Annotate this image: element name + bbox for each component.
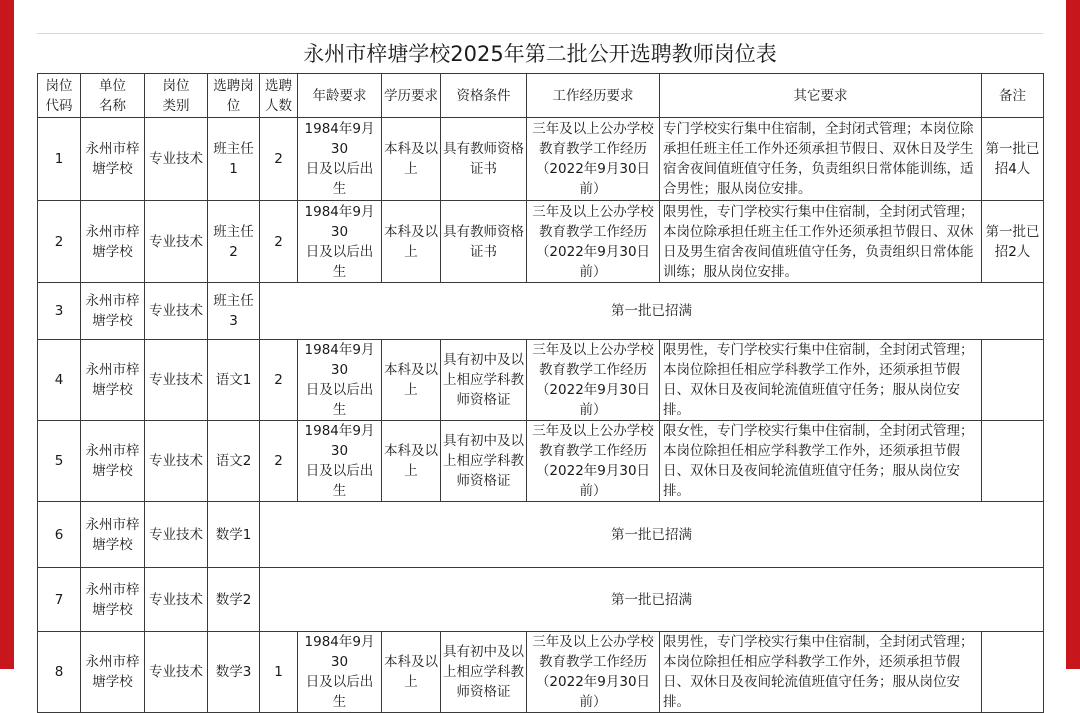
cell-unit: 永州市梓 塘学校 [81,568,145,632]
cell-unit: 永州市梓 塘学校 [81,201,145,283]
cell-unit: 永州市梓 塘学校 [81,421,145,502]
cell-experience: 三年及以上公办学校 教育教学工作经历 （2022年9月30日 前） [527,201,660,283]
header-post: 选聘岗 位 [208,74,260,118]
cell-category: 专业技术 [145,632,208,713]
header-experience: 工作经历要求 [527,74,660,118]
cell-count: 2 [260,201,298,283]
cell-experience: 三年及以上公办学校 教育教学工作经历 （2022年9月30日 前） [527,421,660,502]
cell-education: 本科及以 上 [382,201,441,283]
cell-count: 2 [260,340,298,421]
header-count: 选聘 人数 [260,74,298,118]
cell-experience: 三年及以上公办学校 教育教学工作经历 （2022年9月30日 前） [527,118,660,201]
cell-category: 专业技术 [145,283,208,340]
header-age: 年龄要求 [298,74,382,118]
cell-other: 限男性，专门学校实行集中住宿制，全封闭式管理；本岗位除承担任班主任工作外还须承担节假日、双休日及男生宿舍夜间值班值守任务，负责组织日常体能训练；服从岗位安排。 [660,201,982,283]
positions-table [37,73,1044,713]
cell-post: 数学2 [208,568,260,632]
cell-unit: 永州市梓 塘学校 [81,118,145,201]
table-row [38,421,1044,502]
table-header-row [38,74,1044,118]
header-code: 岗位 代码 [38,74,81,118]
cell-merged-status: 第一批已招满 [260,502,1044,568]
cell-qualification: 具有教师资格 证书 [441,201,527,283]
cell-code: 4 [38,340,81,421]
cell-education: 本科及以 上 [382,340,441,421]
cell-category: 专业技术 [145,201,208,283]
cell-age: 1984年9月30 日及以后出生 [298,632,382,713]
right-red-border [1066,0,1080,669]
cell-other: 限男性，专门学校实行集中住宿制，全封闭式管理；本岗位除担任相应学科教学工作外，还须承担节假日、双休日及夜间轮流值班值守任务；服从岗位安排。 [660,632,982,713]
left-red-border [0,0,14,669]
cell-code: 7 [38,568,81,632]
cell-code: 5 [38,421,81,502]
cell-unit: 永州市梓 塘学校 [81,502,145,568]
cell-education: 本科及以 上 [382,118,441,201]
table-row [38,568,1044,632]
cell-category: 专业技术 [145,340,208,421]
cell-merged-status: 第一批已招满 [260,568,1044,632]
cell-remark [982,632,1044,713]
cell-education: 本科及以 上 [382,421,441,502]
header-education: 学历要求 [382,74,441,118]
cell-code: 3 [38,283,81,340]
cell-other: 限男性，专门学校实行集中住宿制，全封闭式管理；本岗位除担任相应学科教学工作外，还须承担节假日、双休日及夜间轮流值班值守任务；服从岗位安排。 [660,340,982,421]
header-unit: 单位 名称 [81,74,145,118]
cell-post: 班主任3 [208,283,260,340]
cell-other: 限女性，专门学校实行集中住宿制，全封闭式管理；本岗位除担任相应学科教学工作外，还须承担节假日、双休日及夜间轮流值班值守任务；服从岗位安排。 [660,421,982,502]
cell-merged-status: 第一批已招满 [260,283,1044,340]
table-row [38,118,1044,201]
cell-qualification: 具有初中及以 上相应学科教 师资格证 [441,632,527,713]
cell-category: 专业技术 [145,568,208,632]
cell-education: 本科及以 上 [382,632,441,713]
cell-category: 专业技术 [145,118,208,201]
cell-count: 2 [260,118,298,201]
cell-remark [982,340,1044,421]
cell-experience: 三年及以上公办学校 教育教学工作经历 （2022年9月30日 前） [527,632,660,713]
header-qualification: 资格条件 [441,74,527,118]
header-other: 其它要求 [660,74,982,118]
cell-experience: 三年及以上公办学校 教育教学工作经历 （2022年9月30日 前） [527,340,660,421]
cell-post: 班主任2 [208,201,260,283]
cell-age: 1984年9月30 日及以后出生 [298,118,382,201]
cell-age: 1984年9月30 日及以后出生 [298,340,382,421]
cell-remark [982,421,1044,502]
cell-post: 数学1 [208,502,260,568]
cell-qualification: 具有初中及以 上相应学科教 师资格证 [441,421,527,502]
cell-unit: 永州市梓 塘学校 [81,283,145,340]
table-row [38,340,1044,421]
table-row [38,632,1044,713]
cell-code: 6 [38,502,81,568]
cell-unit: 永州市梓 塘学校 [81,632,145,713]
cell-category: 专业技术 [145,502,208,568]
table-body [38,118,1044,713]
cell-post: 语文2 [208,421,260,502]
cell-code: 1 [38,118,81,201]
table-row [38,283,1044,340]
cell-post: 语文1 [208,340,260,421]
cell-remark: 第一批已 招2人 [982,201,1044,283]
cell-remark: 第一批已 招4人 [982,118,1044,201]
cell-code: 2 [38,201,81,283]
cell-qualification: 具有初中及以 上相应学科教 师资格证 [441,340,527,421]
cell-count: 1 [260,632,298,713]
cell-age: 1984年9月30 日及以后出生 [298,421,382,502]
table-row [38,201,1044,283]
cell-qualification: 具有教师资格 证书 [441,118,527,201]
cell-category: 专业技术 [145,421,208,502]
cell-code: 8 [38,632,81,713]
cell-count: 2 [260,421,298,502]
table-row [38,502,1044,568]
header-category: 岗位 类别 [145,74,208,118]
cell-other: 专门学校实行集中住宿制，全封闭式管理；本岗位除承担任班主任工作外还须承担节假日、双休日及学生宿舍夜间值班值守任务，负责组织日常体能训练，适合男性；服从岗位安排。 [660,118,982,201]
cell-post: 班主任1 [208,118,260,201]
cell-post: 数学3 [208,632,260,713]
cell-age: 1984年9月30 日及以后出生 [298,201,382,283]
document-title: 永州市梓塘学校2025年第二批公开选聘教师岗位表 [37,33,1043,74]
header-remark: 备注 [982,74,1044,118]
cell-unit: 永州市梓 塘学校 [81,340,145,421]
